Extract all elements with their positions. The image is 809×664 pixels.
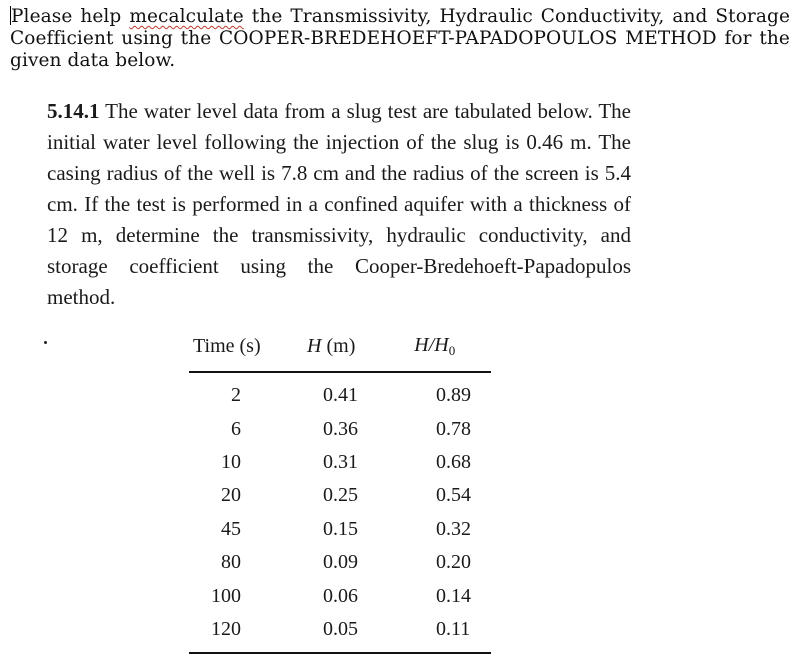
cell-time: 45 [221, 517, 241, 540]
cell-time: 10 [221, 450, 241, 473]
cell-ratio: 0.54 [436, 484, 471, 507]
cell-h: 0.09 [323, 551, 358, 574]
problem-statement [47, 96, 631, 313]
table-row [189, 379, 491, 412]
table-row [189, 579, 491, 612]
header-ratio: $H/H_0$ [414, 333, 456, 358]
question-intro [10, 6, 790, 72]
slug-test-table [189, 330, 491, 654]
cell-h: 0.25 [323, 484, 358, 507]
table-header-row [189, 330, 491, 362]
table-row [189, 513, 491, 546]
problem-number: 5.14.1 [47, 99, 100, 123]
cell-ratio: 0.78 [436, 417, 471, 440]
cell-time: 120 [211, 617, 241, 640]
table-row [189, 546, 491, 579]
table-row [189, 446, 491, 479]
table-row [189, 613, 491, 646]
misspelled-word[interactable]: mecalculate [129, 6, 244, 27]
cell-ratio: 0.14 [436, 584, 471, 607]
cell-ratio: 0.68 [436, 450, 471, 473]
cell-time: 6 [231, 417, 241, 440]
intro-text-after: the Transmissivity, Hydraulic Conductivity, and Storage Coefficient using the COOPER-BREDEHOEFT-PAPADOPOULOS METHOD for the given data below. [10, 6, 790, 71]
cell-h: 0.41 [323, 384, 358, 407]
cell-ratio: 0.20 [436, 551, 471, 574]
intro-text-before: Please help [11, 6, 130, 27]
problem-text: The water level data from a slug test are tabulated below. The initial water level following the injection of the slug is 0.46 m. The casing radius of the well is 7.8 cm and the radius of the screen is 5.4 cm. If the test is performed in a confined aquifer with a thickness of 12 m, determine the transmissivity, hydraulic conductivity, and storage coefficient using the Cooper-Bredehoeft-Papadopulos method. [47, 99, 631, 309]
table-bottom-rule [189, 652, 491, 654]
cell-h: 0.05 [323, 617, 358, 640]
cell-ratio: 0.11 [436, 617, 471, 640]
cell-h: 0.15 [323, 517, 358, 540]
table-body [189, 373, 491, 646]
stray-dot-mark [44, 341, 47, 344]
header-time: Time (s) [193, 334, 261, 357]
cell-ratio: 0.32 [436, 517, 471, 540]
table-row [189, 479, 491, 512]
cell-time: 2 [231, 384, 241, 407]
cell-time: 80 [221, 551, 241, 574]
cell-h: 0.31 [323, 450, 358, 473]
table-row [189, 412, 491, 445]
cell-time: 20 [221, 484, 241, 507]
cell-h: 0.06 [323, 584, 358, 607]
header-h: H (m) [307, 334, 356, 357]
cell-time: 100 [211, 584, 241, 607]
cell-h: 0.36 [323, 417, 358, 440]
cell-ratio: 0.89 [436, 384, 471, 407]
